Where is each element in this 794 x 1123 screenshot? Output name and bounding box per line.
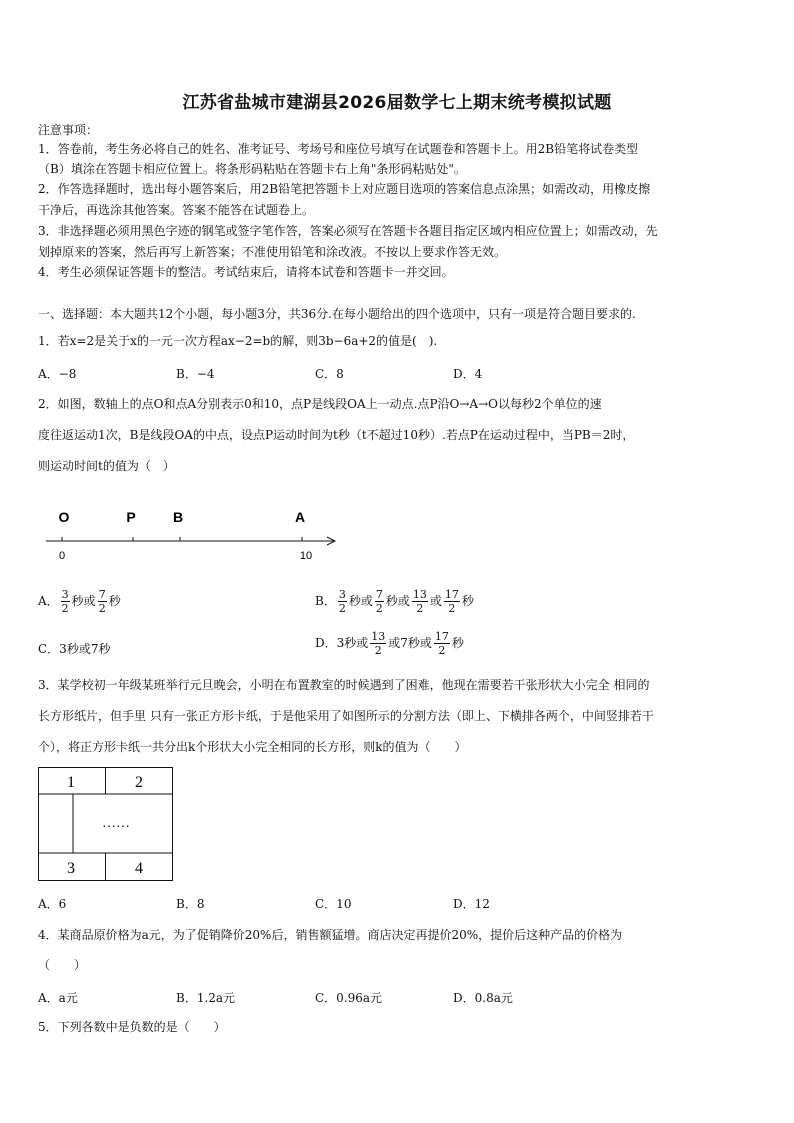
cell-4: 4	[135, 860, 143, 877]
cell-3: 3	[67, 860, 75, 877]
notice-line-5: 3．非选择题必须用黑色字迹的钢笔或签字笔作答，答案必须写在答题卡各题目指定区域内相应位置上；如需改动，先	[38, 224, 658, 238]
q1-option-a[interactable]: A．−8	[38, 367, 77, 381]
q3-option-c[interactable]: C．10	[315, 897, 352, 911]
label-p: P	[126, 509, 136, 525]
question-2-stem-3: 则运动时间t的值为（ ）	[38, 459, 175, 473]
q2-a-prefix: A．	[38, 594, 59, 608]
q4-option-b[interactable]: B．1.2a元	[176, 991, 236, 1005]
question-1-stem: 1．若x=2是关于x的一元一次方程ax−2=b的解，则3b−6a+2的值是( ).	[38, 334, 438, 348]
notice-line-1: 1．答卷前，考生务必将自己的姓名、准考证号、考场号和座位号填写在试题卷和答题卡上。用2B铅笔将试卷类型	[38, 142, 639, 156]
fraction: $\frac{17}{2}$	[434, 630, 449, 657]
notice-line-7: 4．考生必须保证答题卡的整洁。考试结束后，请将本试卷和答题卡一并交回。	[38, 265, 454, 279]
tick-label-0: 0	[58, 550, 66, 562]
notice-line-3: 2．作答选择题时，选出每小题答案后，用2B铅笔把答题卡上对应题目选项的答案信息点涂黑；如需改动，用橡皮擦	[38, 182, 651, 196]
rectangle-division-figure	[38, 767, 174, 881]
q4-option-c[interactable]: C．0.96a元	[315, 991, 383, 1005]
question-4-stem-2: （ ）	[38, 958, 87, 972]
fraction: $\frac{17}{2}$	[444, 588, 459, 615]
notice-heading: 注意事项：	[38, 123, 99, 137]
notice-line-2: （B）填涂在答题卡相应位置上。将条形码粘贴在答题卡右上角"条形码粘贴处"。	[38, 162, 466, 176]
question-4-stem-1: 4．某商品原价格为a元，为了促销降价20%后，销售额猛增。商店决定再提价20%，提价后这种产品的价格为	[38, 928, 623, 942]
q3-option-d[interactable]: D．12	[453, 897, 490, 911]
question-3-stem-2: 长方形纸片，但手里 只有一张正方形卡纸，于是他采用了如图所示的分割方法（即上、下横排各两个，中间竖排若干	[38, 709, 654, 723]
q1-option-b[interactable]: B．−4	[176, 367, 215, 381]
notice-line-4: 干净后，再选涂其他答案。答案不能答在试题卷上。	[38, 203, 315, 217]
fraction: $\frac{13}{2}$	[371, 630, 386, 657]
section-heading: 一、选择题：本大题共12个小题，每小题3分，共36分.在每小题给出的四个选项中，只有一项是符合题目要求的.	[38, 307, 636, 321]
q1-option-d[interactable]: D．4	[453, 367, 483, 381]
middle-ellipsis: ……	[102, 816, 130, 831]
q2-option-d[interactable]: D．3秒或 $\frac{13}{2}$ 或7秒或 $\frac{17}{2}$ 秒	[315, 630, 464, 657]
notice-line-6: 划掉原来的答案，然后再写上新答案；不准使用铅笔和涂改液。不按以上要求作答无效。	[38, 245, 507, 259]
label-o: O	[58, 509, 70, 525]
fraction: $\frac{3}{2}$	[338, 588, 346, 615]
q2-option-b[interactable]: B． $\frac{3}{2}$ 秒或 $\frac{7}{2}$ 秒或 $\frac{13}{2}$ 或 $\frac{17}{2}$ 秒	[315, 588, 474, 615]
division-svg	[38, 767, 174, 881]
q2-option-c[interactable]: C．3秒或7秒	[38, 642, 111, 656]
fraction: $\frac{7}{2}$	[98, 588, 106, 615]
page-title: 江苏省盐城市建湖县2026届数学七上期末统考模拟试题	[182, 93, 612, 113]
number-line-figure	[40, 500, 350, 570]
cell-2: 2	[135, 774, 143, 791]
q4-option-a[interactable]: A．a元	[38, 991, 78, 1005]
q3-option-b[interactable]: B．8	[176, 897, 205, 911]
cell-1: 1	[67, 774, 75, 791]
question-2-stem-1: 2．如图，数轴上的点O和点A分别表示0和10，点P是线段OA上一动点.点P沿O→A→O以每秒2个单位的速	[38, 397, 602, 411]
fraction: $\frac{7}{2}$	[375, 588, 383, 615]
q3-option-a[interactable]: A．6	[38, 897, 67, 911]
label-a: A	[294, 509, 306, 525]
question-3-stem-1: 3．某学校初一年级某班举行元旦晚会，小明在布置教室的时候遇到了困难，他现在需要若干张形状大小完全 相同的	[38, 678, 650, 692]
question-3-stem-3: 个），将正方形卡纸一共分出k个形状大小完全相同的长方形，则k的值为（ ）	[38, 740, 467, 754]
q4-option-d[interactable]: D．0.8a元	[453, 991, 513, 1005]
q1-option-c[interactable]: C．8	[315, 367, 344, 381]
question-2-stem-2: 度往返运动1次，B是线段OA的中点，设点P运动时间为t秒（t不超过10秒）.若点P在运动过程中，当PB＝2时，	[38, 428, 635, 442]
fraction: $\frac{13}{2}$	[412, 588, 427, 615]
label-b: B	[172, 509, 184, 525]
fraction: $\frac{3}{2}$	[61, 588, 69, 615]
tick-label-10: 10	[299, 550, 313, 562]
question-5-stem: 5．下列各数中是负数的是（ ）	[38, 1020, 226, 1034]
q2-option-a[interactable]: A． $\frac{3}{2}$ 秒或 $\frac{7}{2}$ 秒	[38, 588, 121, 615]
number-line-svg	[40, 500, 350, 570]
